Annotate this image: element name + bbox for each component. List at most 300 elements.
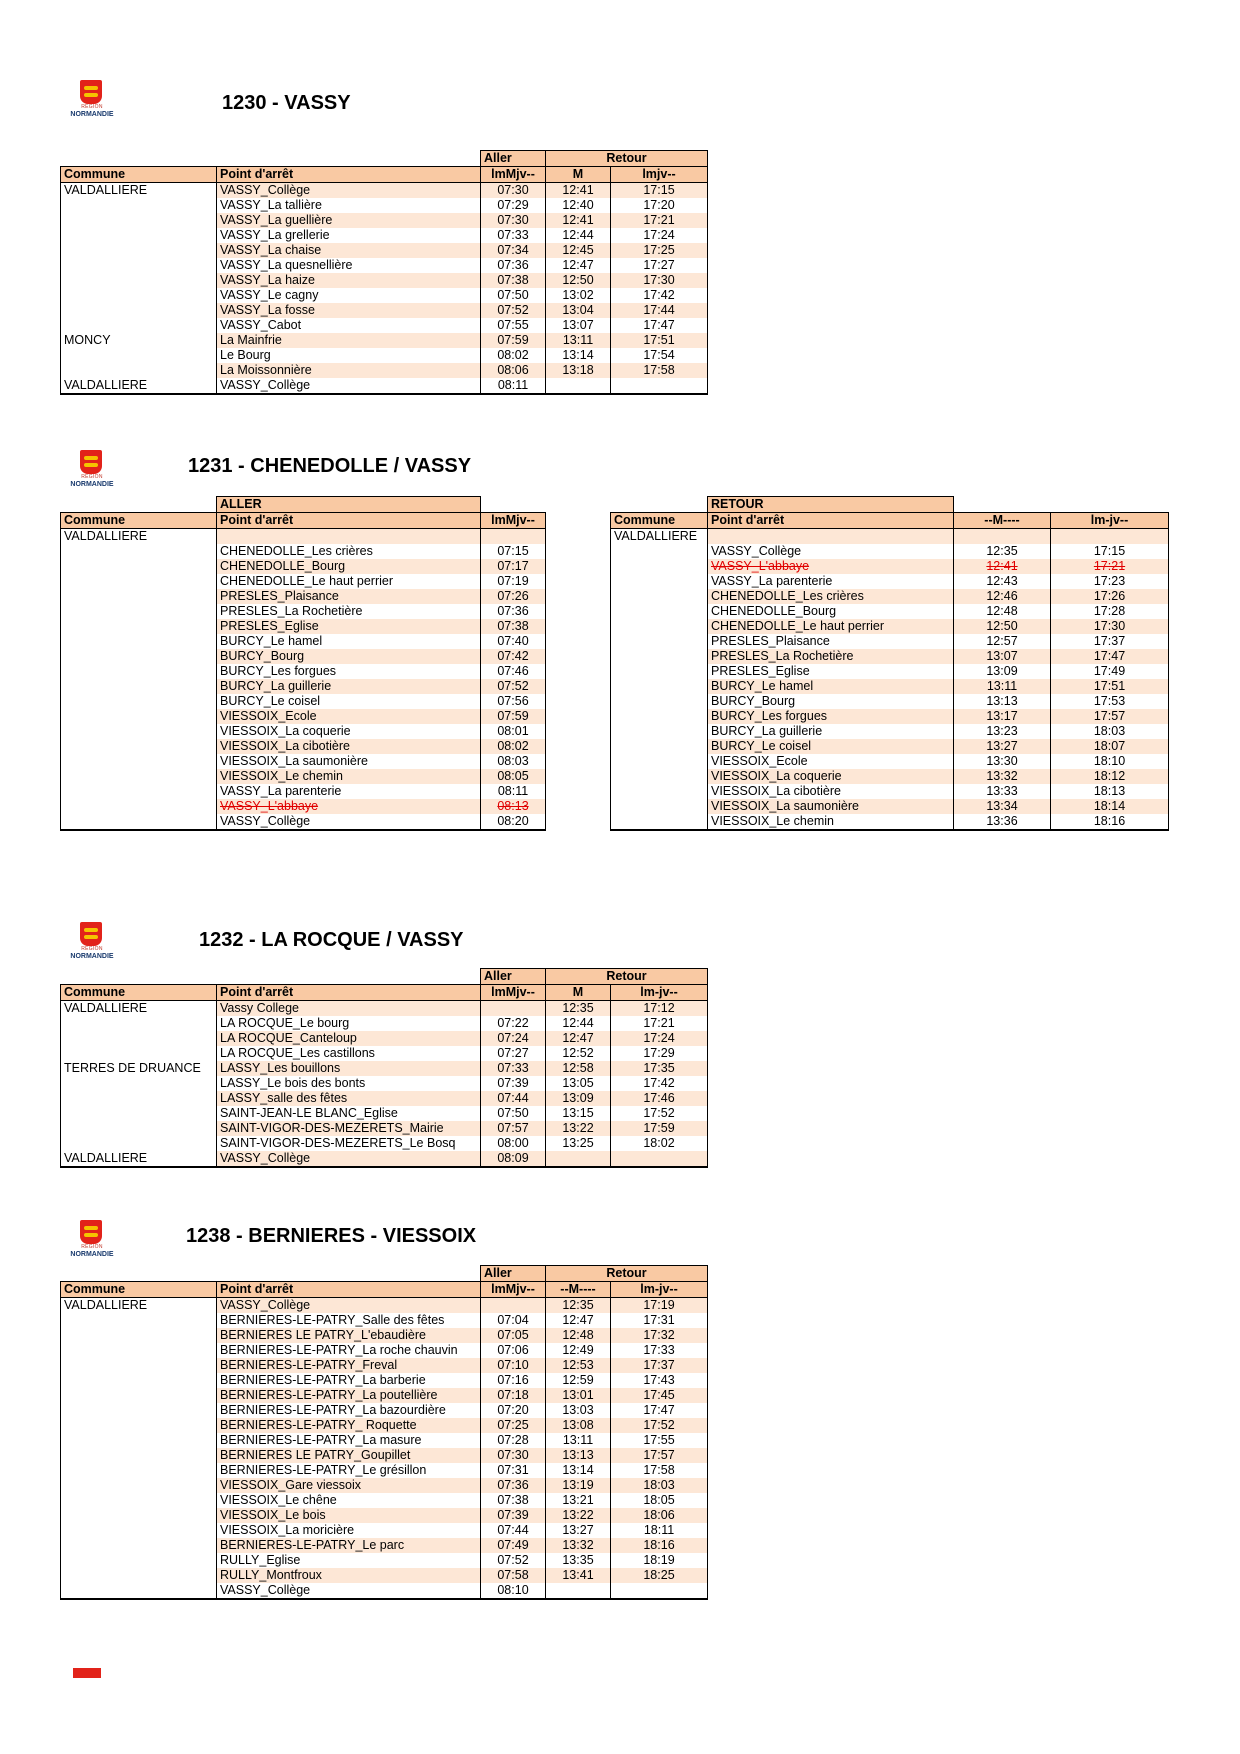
table-row [61,198,708,213]
commune-cell [61,1106,217,1121]
time-cell: 12:48 [546,1328,611,1343]
time-cell: 07:39 [481,1508,546,1523]
stop-cell: BERNIERES LE PATRY_Goupillet [217,1448,481,1463]
table-row [611,799,1169,814]
time-cell: 12:46 [954,589,1051,604]
stop-cell: VASSY_Cabot [217,318,481,333]
time-cell: 18:16 [611,1538,708,1553]
commune-cell [61,769,217,784]
time-cell: 13:21 [546,1493,611,1508]
time-cell: 18:03 [1051,724,1169,739]
commune-cell [61,604,217,619]
stop-cell: VIESSOIX_La cibotière [708,784,954,799]
stop-cell: CHENEDOLLE_Bourg [217,559,481,574]
stop-cell: BURCY_Bourg [217,649,481,664]
commune-cell [61,288,217,303]
time-cell: 17:27 [611,258,708,273]
time-cell: 07:36 [481,258,546,273]
time-cell: 07:50 [481,1106,546,1121]
time-cell [546,378,611,394]
stop-cell: BERNIERES LE PATRY_L'ebaudière [217,1328,481,1343]
time-cell: 07:44 [481,1091,546,1106]
stop-cell: LA ROCQUE_Les castillons [217,1046,481,1061]
time-cell [954,529,1051,545]
commune-cell [61,1031,217,1046]
time-cell: 07:22 [481,1016,546,1031]
stop-cell: CHENEDOLLE_Bourg [708,604,954,619]
time-cell: 08:02 [481,348,546,363]
commune-cell [61,1373,217,1388]
commune-cell [61,1046,217,1061]
time-cell: 17:30 [1051,619,1169,634]
time-cell: 07:42 [481,649,546,664]
table-row [61,1418,708,1433]
commune-cell [61,589,217,604]
time-cell: 08:05 [481,769,546,784]
timetable-1238 [60,1265,708,1600]
group-header-aller: Aller [481,1266,546,1282]
table-row [61,1538,708,1553]
commune-cell [61,1388,217,1403]
time-cell: 17:15 [611,183,708,199]
commune-cell [61,1418,217,1433]
column-header: Point d'arrêt [217,167,481,183]
table-row [61,619,546,634]
table-row [61,649,546,664]
timetable-1230 [60,150,708,395]
table-row [611,619,1169,634]
commune-cell [61,1523,217,1538]
commune-cell [61,363,217,378]
time-cell: 07:33 [481,228,546,243]
column-header: Point d'arrêt [217,985,481,1001]
table-row [611,634,1169,649]
stop-cell: VASSY_La chaise [217,243,481,258]
time-cell: 12:50 [546,273,611,288]
time-cell: 08:02 [481,739,546,754]
stop-cell: CHENEDOLLE_Les crières [708,589,954,604]
time-cell: 07:36 [481,1478,546,1493]
stop-cell: VASSY_Collège [708,544,954,559]
commune-cell [61,694,217,709]
timetable-1231-retour [610,496,1169,831]
time-cell: 13:09 [954,664,1051,679]
table-row [61,1031,708,1046]
stop-cell: VIESSOIX_Gare viessoix [217,1478,481,1493]
stop-cell: BERNIERES-LE-PATRY_Le grésillon [217,1463,481,1478]
commune-cell [611,694,708,709]
time-cell: 07:31 [481,1463,546,1478]
column-header: --M---- [546,1282,611,1298]
time-cell: 12:59 [546,1373,611,1388]
table-row [61,634,546,649]
time-cell: 18:19 [611,1553,708,1568]
time-cell: 13:15 [546,1106,611,1121]
commune-cell [61,1568,217,1583]
stop-cell: CHENEDOLLE_Le haut perrier [217,574,481,589]
commune-cell [611,814,708,830]
table-row [61,1463,708,1478]
time-cell: 18:13 [1051,784,1169,799]
time-cell: 18:12 [1051,769,1169,784]
group-header-aller: ALLER [217,497,481,513]
commune-cell [61,1121,217,1136]
stop-cell: VASSY_La grellerie [217,228,481,243]
time-cell: 07:49 [481,1538,546,1553]
table-row [61,529,546,545]
table-row [61,1136,708,1151]
table-row [611,589,1169,604]
time-cell: 12:43 [954,574,1051,589]
commune-cell [61,709,217,724]
time-cell: 17:58 [611,363,708,378]
stop-cell: VASSY_La haize [217,273,481,288]
time-cell: 17:30 [611,273,708,288]
time-cell: 17:20 [611,198,708,213]
time-cell: 17:57 [611,1448,708,1463]
time-cell: 17:37 [1051,634,1169,649]
time-cell: 08:11 [481,378,546,394]
commune-cell [611,604,708,619]
stop-cell: VASSY_Collège [217,183,481,199]
commune-cell [61,784,217,799]
stop-cell: BERNIERES-LE-PATRY_La masure [217,1433,481,1448]
table-row [61,378,708,394]
time-cell: 07:46 [481,664,546,679]
time-cell: 07:58 [481,1568,546,1583]
stop-cell: VASSY_La parenterie [217,784,481,799]
table-row [61,739,546,754]
group-header-retour: Retour [546,969,708,985]
stop-cell: BERNIERES-LE-PATRY_Freval [217,1358,481,1373]
time-cell: 07:56 [481,694,546,709]
time-cell: 17:51 [611,333,708,348]
time-cell: 07:38 [481,1493,546,1508]
time-cell: 08:00 [481,1136,546,1151]
time-cell: 18:07 [1051,739,1169,754]
stop-cell: SAINT-VIGOR-DES-MEZERETS_Le Bosq [217,1136,481,1151]
time-cell: 13:27 [954,739,1051,754]
commune-cell [61,1538,217,1553]
region-logo: RÉGION NORMANDIE [64,80,124,124]
column-header: M [546,167,611,183]
time-cell: 07:18 [481,1388,546,1403]
commune-cell [61,273,217,288]
column-header: --M---- [954,513,1051,529]
stop-cell: PRESLES_La Rochetière [708,649,954,664]
stop-cell: BERNIERES-LE-PATRY_La bazourdière [217,1403,481,1418]
time-cell: 13:32 [954,769,1051,784]
stop-cell: VASSY_Le cagny [217,288,481,303]
time-cell: 07:27 [481,1046,546,1061]
time-cell: 13:22 [546,1508,611,1523]
time-cell: 13:33 [954,784,1051,799]
normandy-flag-icon [80,450,102,474]
region-logo: RÉGION NORMANDIE [64,1220,124,1264]
stop-cell: VASSY_Collège [217,814,481,830]
time-cell: 17:24 [611,1031,708,1046]
column-header: Commune [611,513,708,529]
time-cell: 17:47 [611,318,708,333]
time-cell: 17:24 [611,228,708,243]
table-row [61,258,708,273]
table-row [611,529,1169,545]
commune-cell: VALDALLIERE [61,529,217,545]
commune-cell [61,1463,217,1478]
stop-cell: VASSY_Collège [217,1298,481,1314]
table-row [611,814,1169,830]
table-row [61,288,708,303]
column-header: Commune [61,513,217,529]
table-row [611,769,1169,784]
time-cell: 07:04 [481,1313,546,1328]
time-cell: 13:22 [546,1121,611,1136]
time-cell: 13:11 [954,679,1051,694]
time-cell: 17:59 [611,1121,708,1136]
time-cell: 17:55 [611,1433,708,1448]
time-cell: 17:42 [611,288,708,303]
table-row [611,709,1169,724]
table-row [61,1091,708,1106]
stop-cell: LA ROCQUE_Le bourg [217,1016,481,1031]
time-cell: 12:47 [546,1031,611,1046]
time-cell: 18:06 [611,1508,708,1523]
time-cell: 17:31 [611,1313,708,1328]
commune-cell [611,679,708,694]
time-cell: 07:29 [481,198,546,213]
time-cell: 13:19 [546,1478,611,1493]
stop-cell: VIESSOIX_Ecole [708,754,954,769]
stop-cell: VIESSOIX_La saumonière [708,799,954,814]
time-cell: 13:13 [546,1448,611,1463]
time-cell: 13:11 [546,333,611,348]
stop-cell: VASSY_Collège [217,1583,481,1599]
time-cell: 13:25 [546,1136,611,1151]
table-row [61,1553,708,1568]
commune-cell [611,784,708,799]
timetable-1231-aller [60,496,546,831]
commune-cell [61,634,217,649]
stop-cell: La Mainfrie [217,333,481,348]
table-row [61,303,708,318]
commune-cell [61,1136,217,1151]
time-cell: 17:26 [1051,589,1169,604]
time-cell: 12:53 [546,1358,611,1373]
commune-cell [611,544,708,559]
table-row [61,363,708,378]
time-cell: 12:52 [546,1046,611,1061]
time-cell: 08:06 [481,363,546,378]
table-row [61,574,546,589]
time-cell: 17:32 [611,1328,708,1343]
table-row [61,1061,708,1076]
time-cell: 08:20 [481,814,546,830]
time-cell: 07:59 [481,333,546,348]
time-cell: 17:54 [611,348,708,363]
table-row [611,604,1169,619]
commune-cell: VALDALLIERE [61,183,217,199]
time-cell: 12:40 [546,198,611,213]
stop-cell: VASSY_La parenterie [708,574,954,589]
commune-cell: VALDALLIERE [61,1001,217,1017]
table-row [61,724,546,739]
table-row [61,1508,708,1523]
commune-cell [61,303,217,318]
table-row [61,1343,708,1358]
commune-cell [61,559,217,574]
table-row [61,1523,708,1538]
time-cell: 13:05 [546,1076,611,1091]
time-cell: 17:15 [1051,544,1169,559]
table-row [61,1313,708,1328]
table-row [61,273,708,288]
table-row [61,213,708,228]
time-cell: 18:10 [1051,754,1169,769]
commune-cell [61,243,217,258]
time-cell: 12:44 [546,1016,611,1031]
time-cell [481,1001,546,1017]
time-cell: 17:42 [611,1076,708,1091]
time-cell: 12:35 [546,1001,611,1017]
time-cell: 17:45 [611,1388,708,1403]
table-row [611,559,1169,574]
time-cell: 07:30 [481,213,546,228]
time-cell: 13:14 [546,348,611,363]
time-cell: 07:55 [481,318,546,333]
stop-cell: CHENEDOLLE_Les crières [217,544,481,559]
time-cell: 08:10 [481,1583,546,1599]
commune-cell [61,1493,217,1508]
time-cell: 08:11 [481,784,546,799]
time-cell [546,1151,611,1167]
time-cell: 07:39 [481,1076,546,1091]
time-cell: 07:52 [481,1553,546,1568]
normandy-flag-icon [80,922,102,946]
stop-cell: BURCY_Le hamel [708,679,954,694]
commune-cell [61,544,217,559]
line-title: 1238 - BERNIERES - VIESSOIX [186,1225,477,1247]
time-cell [611,1151,708,1167]
table-row [61,1016,708,1031]
time-cell [611,1583,708,1599]
commune-cell: TERRES DE DRUANCE [61,1061,217,1076]
commune-cell [61,754,217,769]
column-header: Commune [61,985,217,1001]
commune-cell [61,1583,217,1599]
stop-cell: BERNIERES-LE-PATRY_La poutellière [217,1388,481,1403]
table-row [61,709,546,724]
line-title: 1231 - CHENEDOLLE / VASSY [188,455,472,477]
time-cell: 07:06 [481,1343,546,1358]
table-row [61,814,546,830]
stop-cell: RULLY_Montfroux [217,1568,481,1583]
commune-cell [61,814,217,830]
line-title: 1230 - VASSY [222,92,351,114]
time-cell: 13:07 [546,318,611,333]
time-cell: 07:38 [481,273,546,288]
time-cell: 13:03 [546,1403,611,1418]
next-page-logo-icon [73,1668,101,1678]
time-cell: 07:30 [481,183,546,199]
stop-cell: BERNIERES-LE-PATRY_Le parc [217,1538,481,1553]
table-row [611,724,1169,739]
time-cell: 07:16 [481,1373,546,1388]
stop-cell: VASSY_Collège [217,1151,481,1167]
time-cell: 17:21 [1051,559,1169,574]
time-cell: 17:47 [611,1403,708,1418]
column-header: Commune [61,1282,217,1298]
time-cell [546,1583,611,1599]
commune-cell [611,619,708,634]
time-cell: 17:29 [611,1046,708,1061]
stop-cell: VASSY_Collège [217,378,481,394]
time-cell: 13:17 [954,709,1051,724]
time-cell: 17:37 [611,1358,708,1373]
column-header: M [546,985,611,1001]
time-cell: 17:28 [1051,604,1169,619]
line-title: 1232 - LA ROCQUE / VASSY [199,929,464,951]
time-cell: 13:07 [954,649,1051,664]
commune-cell [611,664,708,679]
time-cell: 17:35 [611,1061,708,1076]
table-row [61,1478,708,1493]
commune-cell: VALDALLIERE [61,1151,217,1167]
column-header: lm-jv-- [611,1282,708,1298]
table-row [611,649,1169,664]
commune-cell [611,754,708,769]
stop-cell: BURCY_La guillerie [217,679,481,694]
commune-cell [61,799,217,814]
table-row [61,1583,708,1599]
group-header-retour: Retour [546,151,708,167]
table-row [61,604,546,619]
commune-cell [61,198,217,213]
table-row [61,1493,708,1508]
stop-cell: VIESSOIX_La coquerie [708,769,954,784]
commune-cell [61,679,217,694]
time-cell: 07:34 [481,243,546,258]
time-cell: 12:35 [954,544,1051,559]
stop-cell: BURCY_Le coisel [217,694,481,709]
stop-cell: SAINT-JEAN-LE BLANC_Eglise [217,1106,481,1121]
time-cell: 13:30 [954,754,1051,769]
time-cell: 17:33 [611,1343,708,1358]
time-cell: 08:01 [481,724,546,739]
time-cell: 12:48 [954,604,1051,619]
time-cell: 12:58 [546,1061,611,1076]
table-row [61,318,708,333]
region-logo: RÉGION NORMANDIE [64,450,124,494]
time-cell: 12:45 [546,243,611,258]
stop-cell: VIESSOIX_La moricière [217,1523,481,1538]
time-cell: 13:01 [546,1388,611,1403]
stop-cell: VIESSOIX_Ecole [217,709,481,724]
time-cell: 07:44 [481,1523,546,1538]
time-cell: 17:12 [611,1001,708,1017]
column-header: lmMjv-- [481,167,546,183]
commune-cell: MONCY [61,333,217,348]
table-row [61,694,546,709]
table-row [61,559,546,574]
group-header-aller: Aller [481,151,546,167]
group-header-retour: Retour [546,1266,708,1282]
stop-cell: BERNIERES-LE-PATRY_La roche chauvin [217,1343,481,1358]
commune-cell [611,724,708,739]
stop-cell: VASSY_L'abbaye [708,559,954,574]
commune-cell [611,739,708,754]
normandy-flag-icon [80,1220,102,1244]
time-cell: 18:05 [611,1493,708,1508]
